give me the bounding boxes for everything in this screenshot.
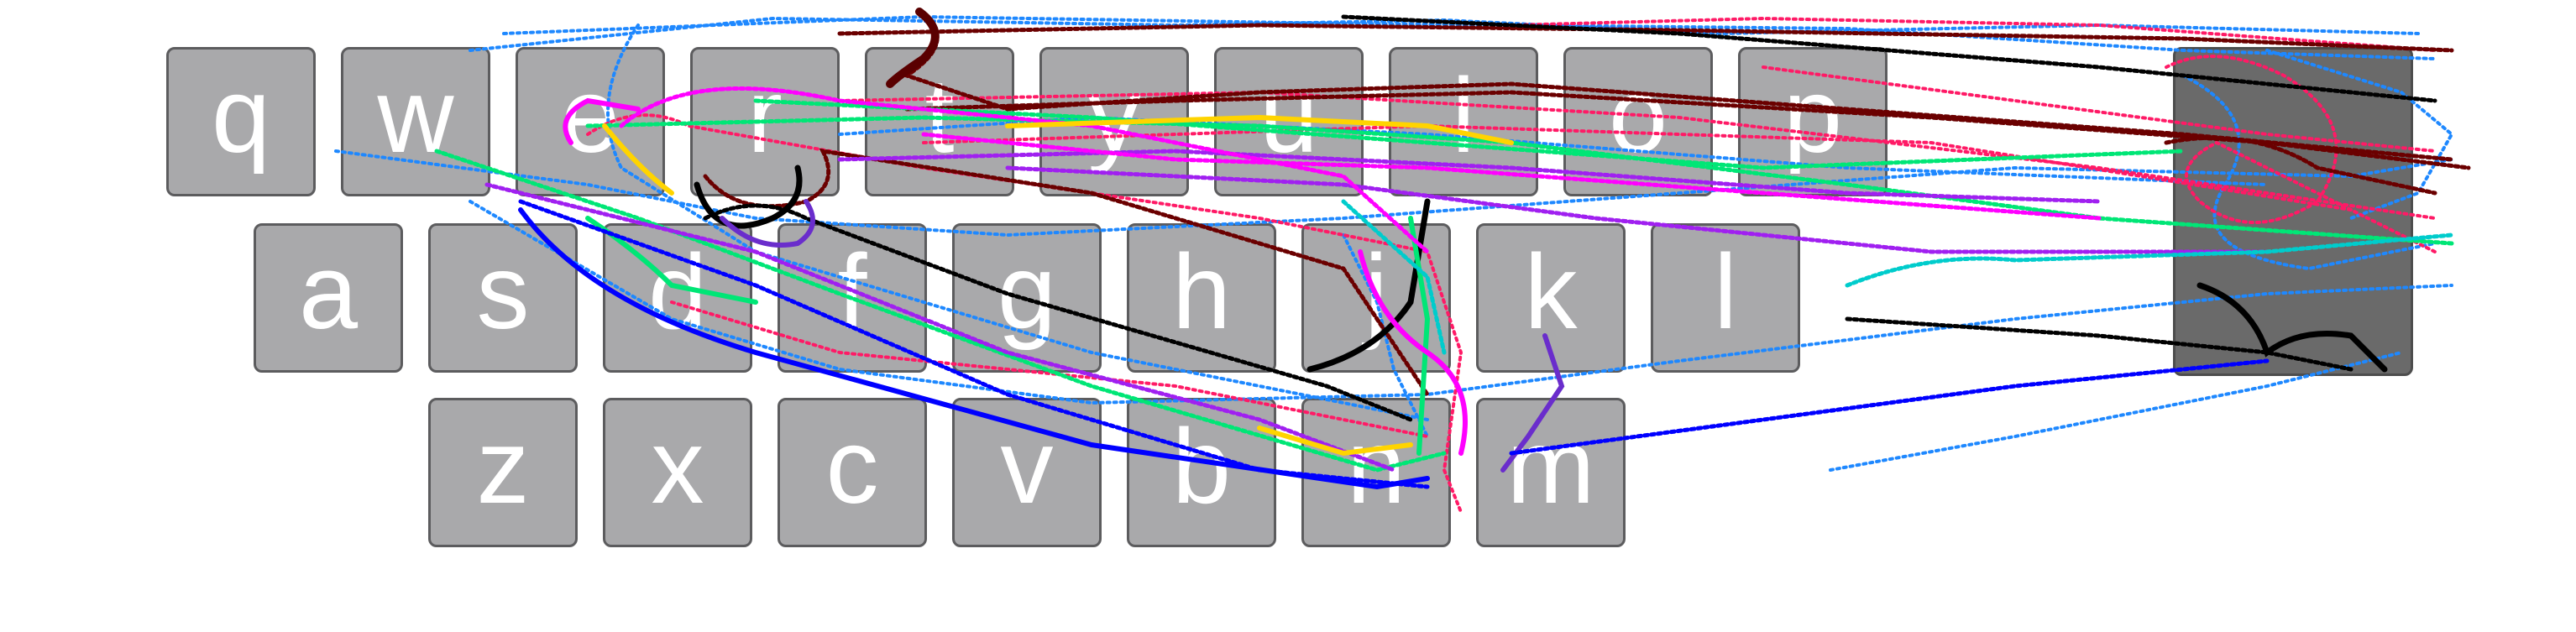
trace-line	[437, 151, 1444, 470]
key-d[interactable]: d	[603, 223, 752, 373]
key-j[interactable]: j	[1301, 223, 1451, 373]
key-f[interactable]: f	[778, 223, 927, 373]
key-s[interactable]: s	[428, 223, 578, 373]
key-y[interactable]: y	[1039, 47, 1189, 196]
trace-line	[605, 126, 672, 193]
key-l[interactable]: l	[1651, 223, 1800, 373]
key-o[interactable]: o	[1563, 47, 1713, 196]
key-c[interactable]: c	[778, 398, 927, 547]
key-w[interactable]: w	[341, 47, 490, 196]
key-x[interactable]: x	[603, 398, 752, 547]
key-h[interactable]: h	[1127, 223, 1276, 373]
key-i[interactable]: i	[1389, 47, 1538, 196]
trace-line	[1847, 235, 2452, 285]
key-z[interactable]: z	[428, 398, 578, 547]
trace-line	[2267, 50, 2452, 218]
trace-line	[1830, 353, 2401, 470]
trace-line	[705, 206, 1411, 420]
trace-group-green	[437, 101, 2452, 470]
trace-group-purple	[487, 151, 2267, 470]
key-t[interactable]: t	[865, 47, 1014, 196]
trace-group-cyan	[1343, 201, 2452, 353]
trace-group-black	[705, 17, 2435, 420]
key-m[interactable]: m	[1476, 398, 1626, 547]
key-r[interactable]: r	[690, 47, 840, 196]
key-p[interactable]: p	[1738, 47, 1887, 196]
key-g[interactable]: g	[952, 223, 1102, 373]
key-v[interactable]: v	[952, 398, 1102, 547]
key-b[interactable]: b	[1127, 398, 1276, 547]
trace-group-green-solid	[588, 218, 1427, 453]
key-a[interactable]: a	[254, 223, 403, 373]
key-u[interactable]: u	[1214, 47, 1364, 196]
key-e[interactable]: e	[516, 47, 665, 196]
trace-group-purple-solid	[722, 201, 1562, 470]
key-q[interactable]: q	[166, 47, 316, 196]
key-k[interactable]: k	[1476, 223, 1626, 373]
key-n[interactable]: n	[1301, 398, 1451, 547]
